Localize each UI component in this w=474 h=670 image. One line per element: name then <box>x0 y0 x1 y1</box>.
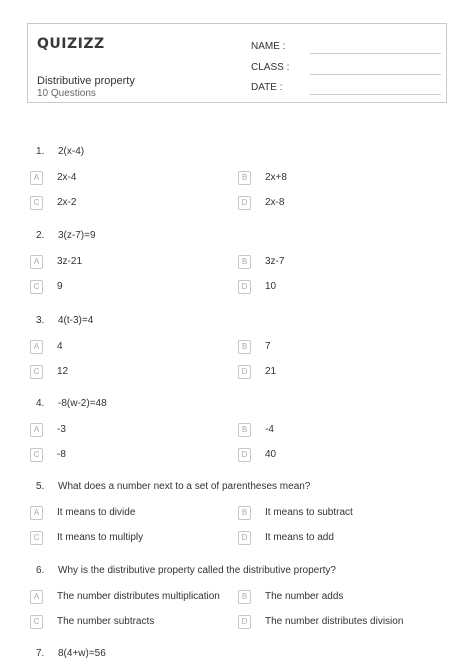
option-text: It means to add <box>265 532 334 543</box>
option-letter-box[interactable]: C <box>30 196 43 210</box>
date-label: DATE : <box>251 82 283 93</box>
question-number: 4. <box>36 398 45 409</box>
question-number: 5. <box>36 481 45 492</box>
option-text: 21 <box>265 366 277 377</box>
name-field[interactable] <box>251 41 441 55</box>
option-letter-box[interactable]: C <box>30 531 43 545</box>
option-text: 2x-2 <box>57 197 77 208</box>
option-text: The number adds <box>265 591 344 602</box>
worksheet-title: Distributive property <box>37 75 135 87</box>
option-letter-box[interactable]: A <box>30 171 43 185</box>
option-text: 2x-8 <box>265 197 285 208</box>
option-letter-box[interactable]: D <box>238 615 251 629</box>
option-letter-box[interactable]: A <box>30 590 43 604</box>
option-text: 7 <box>265 341 271 352</box>
class-field[interactable] <box>251 62 441 76</box>
option-letter-box[interactable]: B <box>238 506 251 520</box>
option-text: -8 <box>57 449 66 460</box>
option-letter-box[interactable]: A <box>30 255 43 269</box>
question-number: 6. <box>36 565 45 576</box>
question-count: 10 Questions <box>37 88 96 99</box>
question-text: What does a number next to a set of parentheses mean? <box>58 481 311 492</box>
question-text: Why is the distributive property called the distributive property? <box>58 565 336 576</box>
option-letter-box[interactable]: B <box>238 423 251 437</box>
option-letter-box[interactable]: B <box>238 255 251 269</box>
class-line <box>310 74 441 75</box>
option-text: 40 <box>265 449 277 460</box>
option-letter-box[interactable]: D <box>238 196 251 210</box>
option-letter-box[interactable]: A <box>30 340 43 354</box>
name-line <box>310 53 441 54</box>
question-number: 2. <box>36 230 45 241</box>
option-letter-box[interactable]: C <box>30 615 43 629</box>
worksheet-header <box>27 23 447 103</box>
question-text: 3(z-7)=9 <box>58 230 96 241</box>
option-letter-box[interactable]: C <box>30 448 43 462</box>
option-text: -3 <box>57 424 66 435</box>
option-text: It means to multiply <box>57 532 144 543</box>
option-text: The number distributes multiplication <box>57 591 220 602</box>
question-number: 1. <box>36 146 45 157</box>
question-number: 3. <box>36 315 45 326</box>
question-text: -8(w-2)=48 <box>58 398 107 409</box>
question-text: 4(t-3)=4 <box>58 315 94 326</box>
option-text: It means to subtract <box>265 507 353 518</box>
option-letter-box[interactable]: A <box>30 423 43 437</box>
option-letter-box[interactable]: A <box>30 506 43 520</box>
name-label: NAME : <box>251 41 286 52</box>
option-text: 9 <box>57 281 63 292</box>
option-letter-box[interactable]: D <box>238 365 251 379</box>
option-text: 2x-4 <box>57 172 77 183</box>
question-text: 8(4+w)=56 <box>58 648 106 659</box>
option-text: 10 <box>265 281 277 292</box>
option-letter-box[interactable]: C <box>30 280 43 294</box>
option-letter-box[interactable]: D <box>238 280 251 294</box>
option-text: The number subtracts <box>57 616 155 627</box>
question-text: 2(x-4) <box>58 146 85 157</box>
option-letter-box[interactable]: D <box>238 448 251 462</box>
option-text: -4 <box>265 424 274 435</box>
class-label: CLASS : <box>251 62 290 73</box>
quizizz-logo: QUIZIZZ <box>37 36 105 52</box>
option-text: 3z-21 <box>57 256 83 267</box>
option-text: 12 <box>57 366 69 377</box>
date-field[interactable] <box>251 82 441 96</box>
option-text: 3z-7 <box>265 256 285 267</box>
date-line <box>310 94 441 95</box>
question-number: 7. <box>36 648 45 659</box>
option-letter-box[interactable]: B <box>238 171 251 185</box>
option-text: 4 <box>57 341 63 352</box>
option-text: It means to divide <box>57 507 136 518</box>
option-text: 2x+8 <box>265 172 287 183</box>
option-text: The number distributes division <box>265 616 404 627</box>
option-letter-box[interactable]: C <box>30 365 43 379</box>
option-letter-box[interactable]: D <box>238 531 251 545</box>
option-letter-box[interactable]: B <box>238 590 251 604</box>
option-letter-box[interactable]: B <box>238 340 251 354</box>
